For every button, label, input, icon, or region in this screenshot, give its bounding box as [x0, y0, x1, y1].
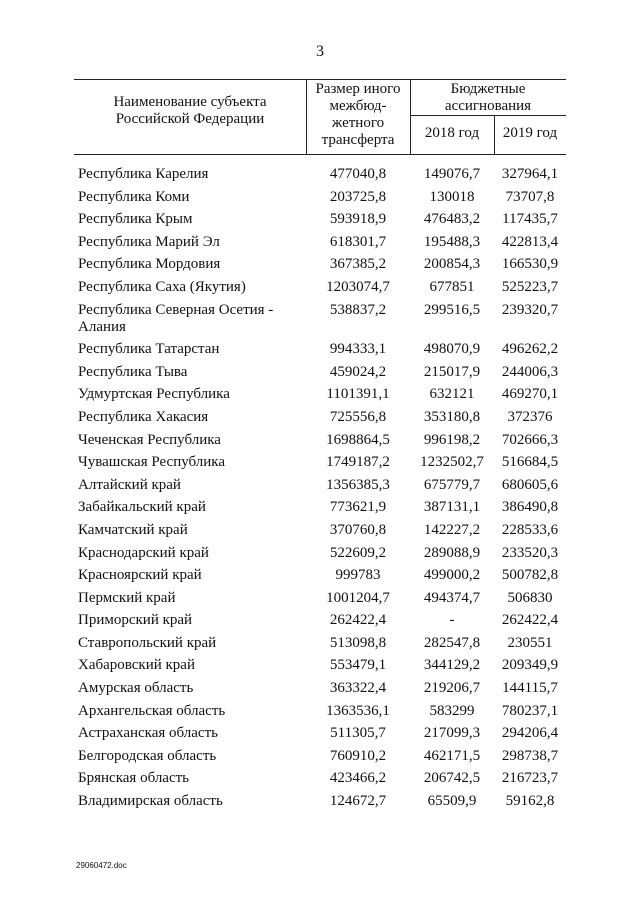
table-row [74, 189, 566, 212]
allocation-2018: 142227,2 [423, 521, 481, 538]
allocation-2019: 327964,1 [501, 166, 559, 182]
region-name [78, 302, 298, 336]
table-row [74, 590, 566, 613]
region-name-line: Камчатский край [78, 521, 188, 538]
allocation-2018: 282547,8 [423, 634, 481, 651]
region-name-line: Пермский край [78, 589, 176, 606]
table-row [74, 454, 566, 477]
header-year-2019: 2019 год [502, 125, 558, 141]
region-name [78, 793, 298, 810]
table-row [74, 748, 566, 771]
allocation-2018: 195488,3 [423, 233, 481, 250]
allocation-2019: 298738,7 [501, 747, 559, 764]
table-row [74, 364, 566, 387]
allocation-2018: 583299 [429, 702, 475, 719]
allocation-2018: 206742,5 [423, 770, 481, 787]
table-row [74, 477, 566, 500]
transfer-amount: 511305,7 [330, 725, 386, 742]
region-name-line: Республика Мордовия [78, 256, 221, 273]
allocation-2018: 130018 [429, 188, 475, 205]
allocation-2019: 422813,4 [501, 233, 559, 250]
allocation-2019: 59162,8 [505, 793, 555, 810]
allocation-2019: 469270,1 [501, 386, 559, 403]
allocation-2019: 372376 [507, 408, 553, 425]
table-row [74, 793, 566, 816]
transfer-amount: 370760,8 [329, 521, 387, 538]
region-name-line: Республика Марий Эл [78, 233, 220, 250]
page-number: 3 [316, 43, 324, 60]
transfer-amount: 1001204,7 [326, 589, 390, 606]
table-row [74, 341, 566, 364]
table-row [74, 302, 566, 342]
allocation-2019: 117435,7 [502, 211, 558, 228]
allocation-2019: 500782,8 [501, 567, 559, 584]
region-name [78, 211, 298, 228]
transfer-amount: 538837,2 [329, 301, 387, 318]
table-row [74, 279, 566, 302]
allocation-2018: 494374,7 [423, 589, 481, 606]
allocation-2018: 200854,3 [423, 256, 481, 273]
transfer-amount: 999783 [335, 567, 381, 584]
allocation-2019: 702666,3 [501, 431, 559, 448]
region-name [78, 748, 298, 765]
table-row [74, 680, 566, 703]
allocation-2019: 506830 [507, 589, 553, 606]
region-name [78, 499, 298, 516]
header-transfer-amount [306, 81, 410, 149]
region-name-line: Республика Саха (Якутия) [78, 278, 246, 295]
allocation-2018: 215017,9 [423, 363, 481, 380]
transfer-amount: 522609,2 [329, 544, 387, 561]
region-name [78, 454, 298, 471]
table-row [74, 703, 566, 726]
allocation-2019: 780237,1 [501, 702, 559, 719]
table-row [74, 432, 566, 455]
allocation-2019: 73707,8 [505, 188, 555, 205]
transfer-amount: 367385,2 [329, 256, 387, 273]
transfer-amount: 203725,8 [329, 188, 387, 205]
region-name [78, 432, 298, 449]
header-text-line: Наименование субъекта [113, 94, 267, 110]
table-row [74, 567, 566, 590]
region-name-line: Республика Карелия [78, 166, 209, 182]
region-name-line: Республика Коми [78, 188, 190, 205]
region-name [78, 725, 298, 742]
transfer-amount: 513098,8 [329, 634, 387, 651]
header-text-line: межбюд- [329, 98, 387, 114]
region-name-line: Республика Северная Осетия - [78, 301, 274, 318]
table-row [74, 386, 566, 409]
allocation-2018: 65509,9 [427, 793, 477, 810]
header-text-line: Российской Федерации [115, 111, 265, 127]
allocation-2019: 239320,7 [501, 301, 559, 318]
allocation-2019: 230551 [507, 634, 553, 651]
allocation-2019: 294206,4 [501, 725, 559, 742]
transfer-amount: 1356385,3 [326, 476, 390, 493]
table-row [74, 545, 566, 568]
allocation-2018: 996198,2 [423, 431, 481, 448]
transfer-amount: 1203074,7 [326, 278, 390, 295]
allocation-2018: 675779,7 [423, 476, 481, 493]
allocation-2018: 289088,9 [423, 544, 481, 561]
region-name-line: Республика Крым [78, 211, 193, 228]
allocation-2018: - [449, 612, 455, 629]
region-name-line: Красноярский край [78, 567, 202, 584]
transfer-amount: 363322,4 [329, 680, 387, 697]
region-name [78, 612, 298, 629]
allocation-2019: 525223,7 [501, 278, 559, 295]
region-name-line: Приморский край [78, 612, 193, 629]
region-name-line: Белгородская область [78, 747, 217, 764]
region-name-line: Краснодарский край [78, 544, 209, 561]
transfer-amount: 773621,9 [329, 499, 387, 516]
allocation-2018: 632121 [429, 386, 475, 403]
table-row [74, 725, 566, 748]
transfer-amount: 1749187,2 [326, 454, 390, 471]
region-name [78, 409, 298, 426]
region-name [78, 522, 298, 539]
table-body [74, 166, 566, 816]
allocation-2019: 496262,2 [501, 341, 559, 358]
region-name-line: Республика Хакасия [78, 408, 209, 425]
region-name [78, 545, 298, 562]
allocation-2018: 299516,5 [423, 301, 481, 318]
table-row [74, 657, 566, 680]
transfer-amount: 760910,2 [329, 747, 387, 764]
document-filename: 29060472.doc [76, 861, 127, 870]
region-name-line: Амурская область [78, 680, 194, 697]
transfer-amount: 1363536,1 [326, 702, 390, 719]
allocation-2019: 386490,8 [501, 499, 559, 516]
region-name-line: Алания [78, 318, 126, 335]
region-name [78, 680, 298, 697]
table-row [74, 770, 566, 793]
transfer-amount: 994333,1 [329, 341, 387, 358]
transfer-amount: 553479,1 [329, 657, 387, 674]
region-name [78, 477, 298, 494]
transfer-amount: 262422,4 [329, 612, 387, 629]
region-name [78, 279, 298, 296]
header-text-line: жетного [331, 115, 385, 131]
allocation-2019: 228533,6 [501, 521, 559, 538]
allocation-2019: 216723,7 [501, 770, 559, 787]
allocation-2019: 262422,4 [501, 612, 559, 629]
header-text-line: Размер иного [315, 81, 401, 97]
allocation-2018: 462171,5 [423, 747, 481, 764]
region-name-line: Удмуртская Республика [78, 386, 230, 403]
transfer-amount: 725556,8 [329, 408, 387, 425]
allocation-2019: 166530,9 [501, 256, 559, 273]
table-row [74, 612, 566, 635]
allocation-2019: 244006,3 [501, 363, 559, 380]
region-name-line: Хабаровский край [78, 657, 195, 674]
region-name-line: Астраханская область [78, 725, 218, 742]
table-row [74, 211, 566, 234]
header-text-line: трансферта [321, 132, 395, 148]
allocation-2018: 476483,2 [423, 211, 481, 228]
allocation-2019: 144115,7 [502, 680, 558, 697]
table-row [74, 522, 566, 545]
allocation-2018: 219206,7 [423, 680, 481, 697]
region-name-line: Владимирская область [78, 793, 223, 810]
header-region-name [74, 94, 306, 128]
region-name-line: Чувашская Республика [78, 454, 226, 471]
allocation-2018: 217099,3 [423, 725, 481, 742]
allocation-2018: 149076,7 [423, 166, 481, 182]
header-text-line: ассигнования [444, 98, 532, 114]
allocation-2018: 353180,8 [423, 408, 481, 425]
table-row [74, 409, 566, 432]
region-name-line: Алтайский край [78, 476, 181, 493]
region-name [78, 635, 298, 652]
header-year-2018: 2018 год [424, 125, 480, 141]
region-name [78, 657, 298, 674]
allocation-2018: 499000,2 [423, 567, 481, 584]
region-name-line: Ставропольский край [78, 634, 217, 651]
table-row [74, 166, 566, 189]
allocation-2018: 498070,9 [423, 341, 481, 358]
transfer-amount: 618301,7 [329, 233, 387, 250]
transfer-amount: 1698864,5 [326, 431, 390, 448]
allocation-2018: 387131,1 [423, 499, 481, 516]
region-name-line: Брянская область [78, 770, 190, 787]
allocation-2018: 344129,2 [423, 657, 481, 674]
table-row [74, 234, 566, 257]
header-text-line: Бюджетные [450, 81, 526, 97]
table-header [74, 79, 566, 155]
region-name [78, 364, 298, 381]
allocation-2018: 677851 [429, 278, 475, 295]
region-name [78, 703, 298, 720]
transfer-amount: 124672,7 [329, 793, 387, 810]
allocation-2019: 233520,3 [501, 544, 559, 561]
region-name [78, 770, 298, 787]
header-budget-allocations [410, 81, 566, 115]
header-divider [410, 115, 566, 116]
transfer-amount: 477040,8 [329, 166, 387, 182]
table-row [74, 499, 566, 522]
region-name [78, 567, 298, 584]
allocation-2018: 1232502,7 [420, 454, 484, 471]
region-name [78, 256, 298, 273]
region-name [78, 189, 298, 206]
region-name-line: Архангельская область [78, 702, 226, 719]
region-name-line: Чеченская Республика [78, 431, 221, 448]
region-name [78, 386, 298, 403]
region-name-line: Забайкальский край [78, 499, 206, 516]
region-name [78, 234, 298, 251]
transfer-amount: 459024,2 [329, 363, 387, 380]
region-name [78, 590, 298, 607]
table-row [74, 635, 566, 658]
region-name-line: Республика Тыва [78, 363, 188, 380]
transfer-amount: 593918,9 [329, 211, 387, 228]
allocation-2019: 680605,6 [501, 476, 559, 493]
table-row [74, 256, 566, 279]
transfer-amount: 1101391,1 [326, 386, 390, 403]
region-name [78, 166, 298, 183]
transfer-amount: 423466,2 [329, 770, 387, 787]
allocation-2019: 209349,9 [501, 657, 559, 674]
allocation-2019: 516684,5 [501, 454, 559, 471]
region-name-line: Республика Татарстан [78, 341, 220, 358]
region-name [78, 341, 298, 358]
